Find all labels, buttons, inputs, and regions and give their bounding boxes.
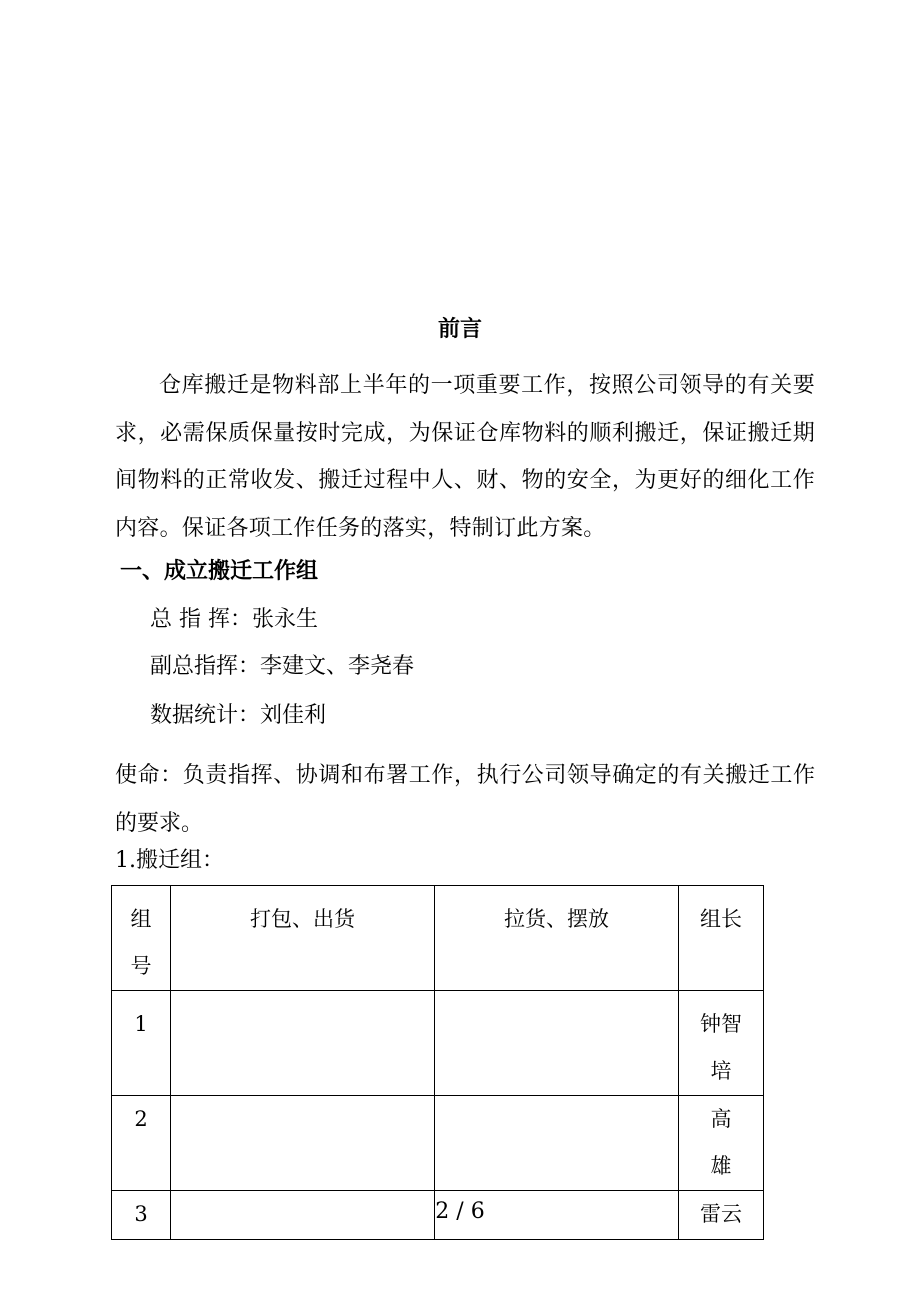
moving-group-table: [111, 885, 764, 1240]
row-leader: 钟智培: [679, 991, 764, 1096]
page-number: 2 / 6: [435, 1199, 485, 1224]
row-leader: 高雄: [679, 1096, 764, 1191]
row-pack-ship: [171, 991, 435, 1096]
row-haul-place: [435, 1096, 679, 1191]
row-haul-place: [435, 991, 679, 1096]
header-haul-place: 拉货、摆放: [435, 886, 679, 991]
header-leader: 组长: [679, 886, 764, 991]
header-group-no: 组号: [112, 886, 171, 991]
row-pack-ship: [171, 1096, 435, 1191]
row-group-no: 3: [112, 1191, 171, 1240]
header-pack-ship: 打包、出货: [171, 886, 435, 991]
deputy-commander-line: 副总指挥：李建文、李尧春: [150, 654, 415, 679]
section-heading: 一、成立搬迁工作组: [120, 559, 319, 584]
table-row: [112, 991, 764, 1096]
table-row: [112, 1096, 764, 1191]
subsection-label: 1.搬迁组：: [115, 848, 224, 873]
row-group-no: 1: [112, 991, 171, 1096]
statistics-line: 数据统计：刘佳利: [150, 703, 327, 728]
commander-line: 总 指 挥：张永生: [150, 607, 318, 632]
intro-paragraph: 仓库搬迁是物料部上半年的一项重要工作，按照公司领导的有关要求，必需保质保量按时完成，为保证仓库物料的顺利搬迁，保证搬迁期间物料的正常收发、搬迁过程中人、财、物的安全，为更好的细化工作内容。保证各项工作任务的落实，特制订此方案。: [115, 373, 815, 541]
mission-paragraph: 使命：负责指挥、协调和布署工作，执行公司领导确定的有关搬迁工作的要求。: [115, 763, 815, 836]
row-leader: 雷云: [679, 1191, 764, 1240]
row-group-no: 2: [112, 1096, 171, 1191]
table-header-row: [112, 886, 764, 991]
page-title: 前言: [437, 317, 482, 342]
